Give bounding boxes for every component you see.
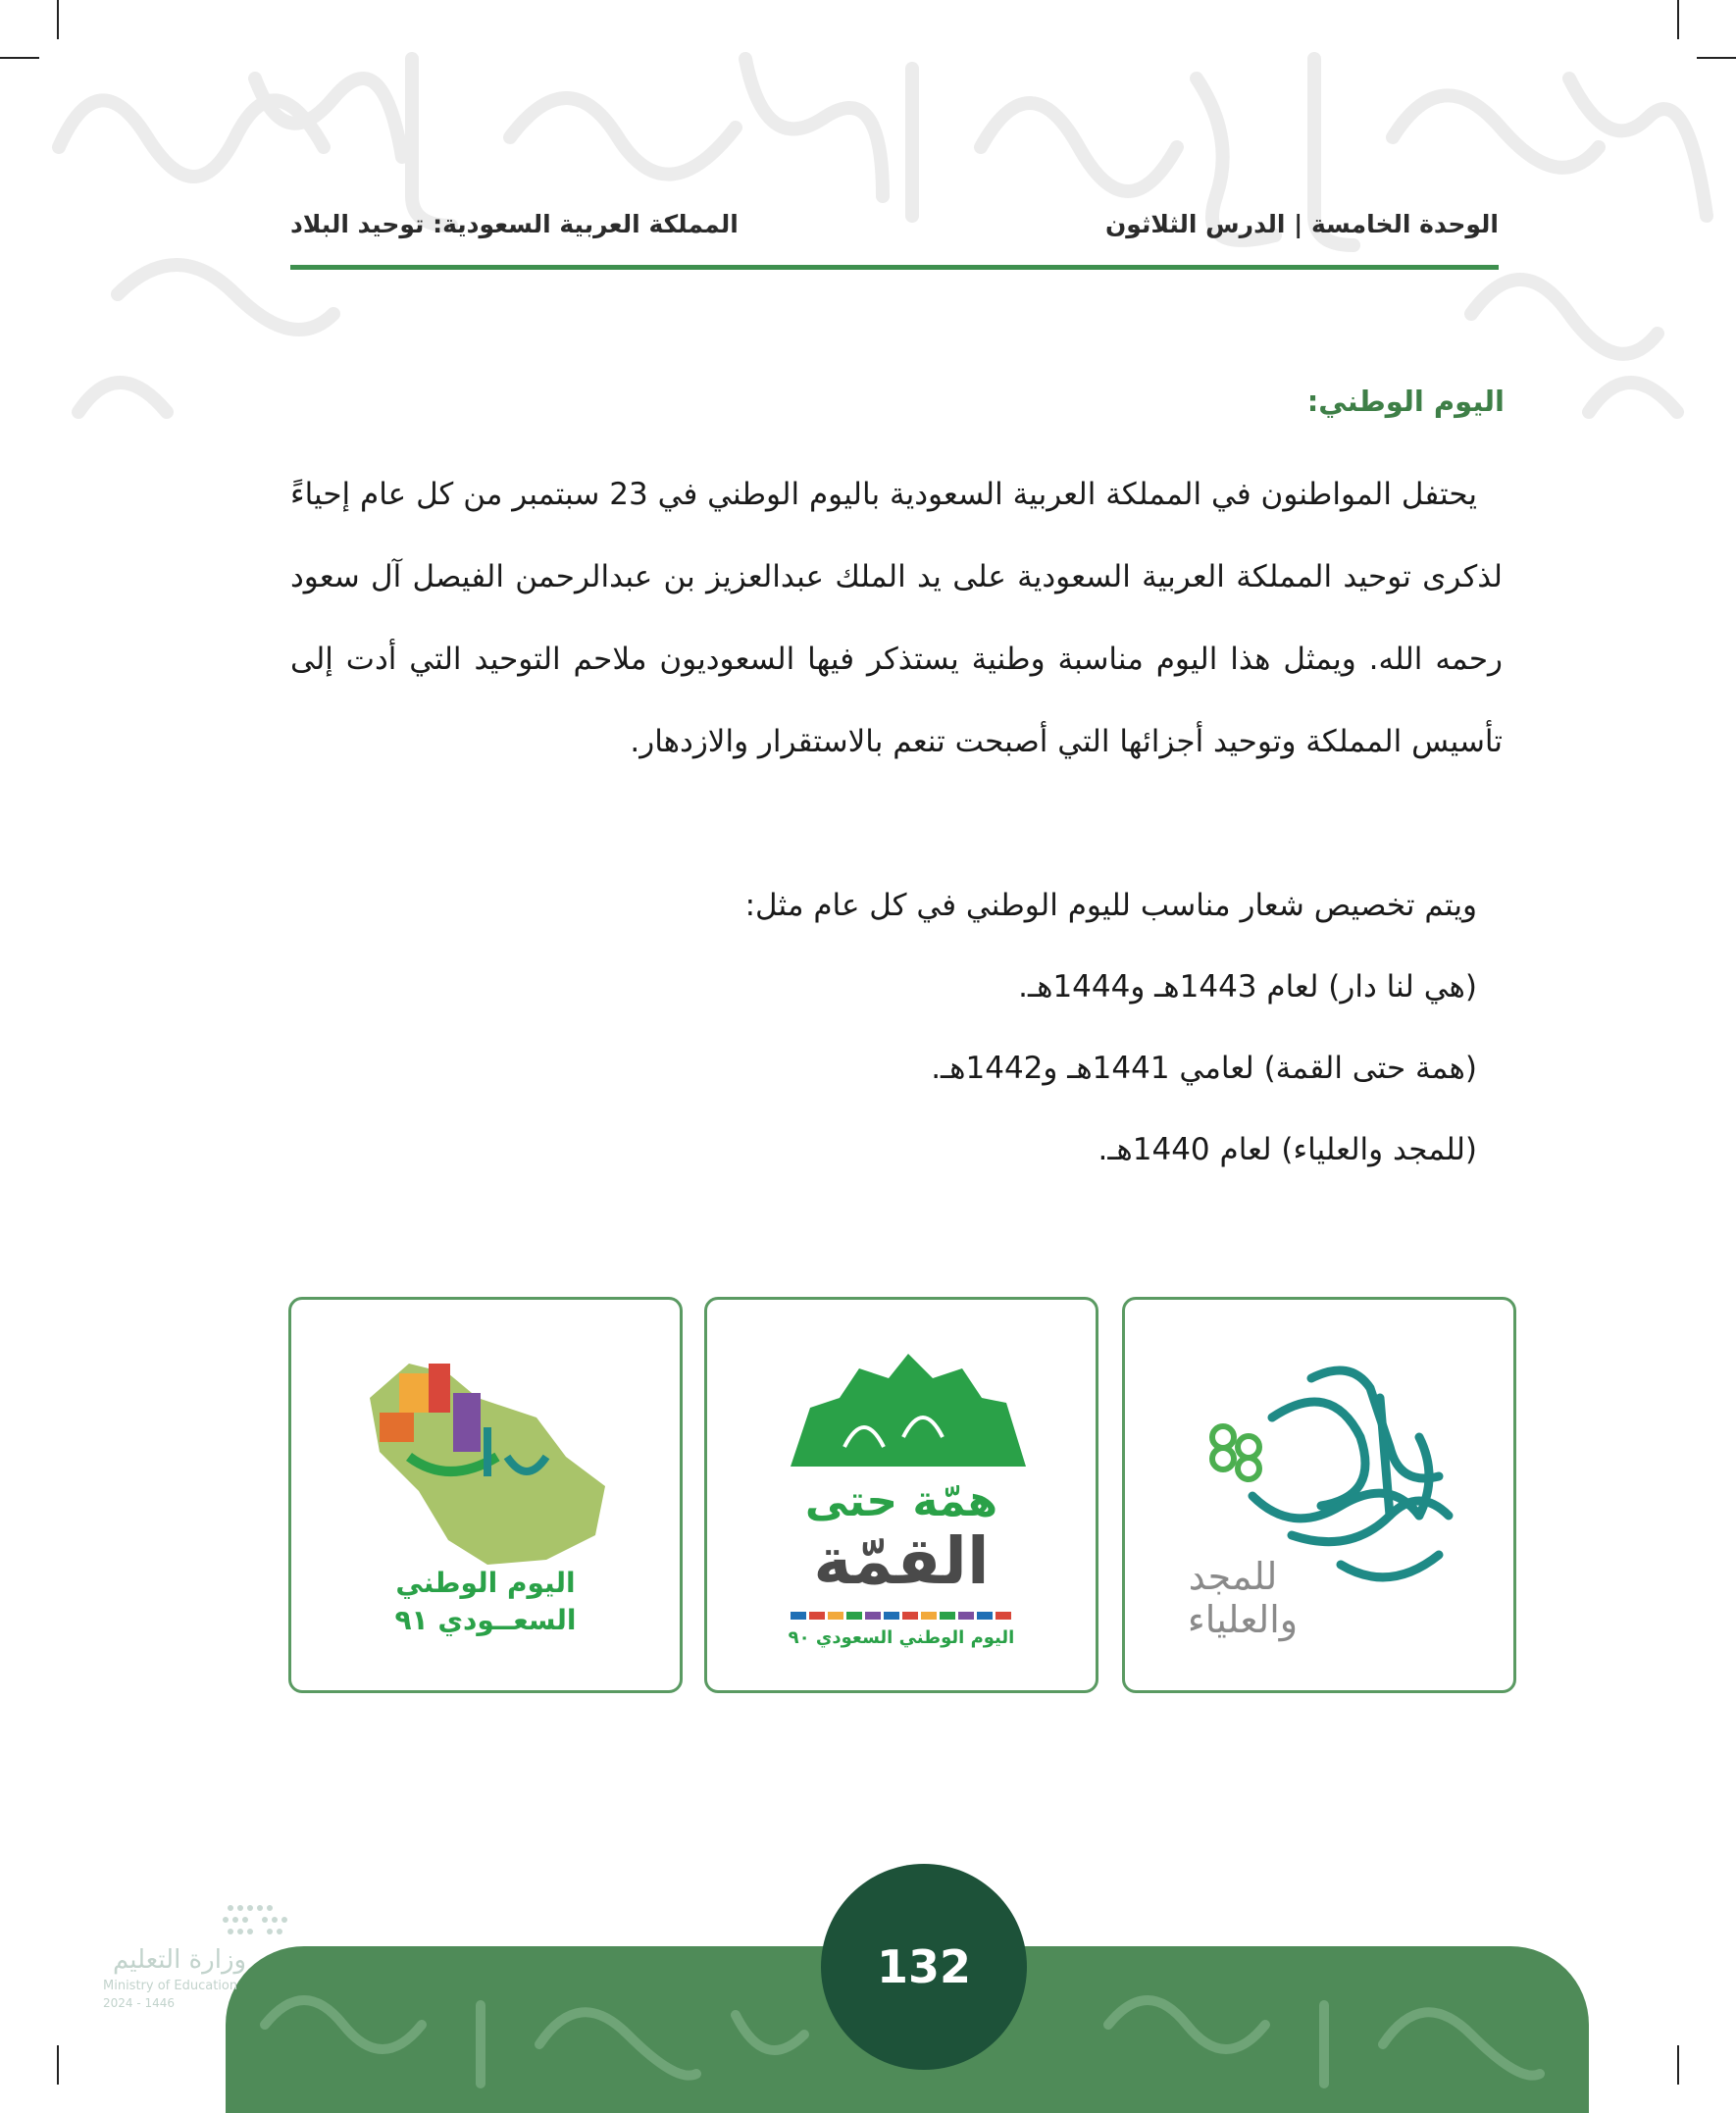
paragraph-text: يحتفل المواطنون في المملكة العربية السعودية باليوم الوطني في 23 سبتمبر من كل عام إحياءً لذكرى توحيد المملكة العربية السعودية على يد الملك عبدالعزيز بن عبدالرحمن الفيصل آل سعود رحمه الله. ويمثل هذا اليوم مناسبة وطنية يستذكر فيها السعوديون ملاحم التوحيد التي أدت إلى تأسيس المملكة وتوحيد أجزائها التي أصبحت تنعم بالاستقرار والازدهار. xyxy=(290,477,1503,759)
logo-card-88 xyxy=(1122,1297,1516,1693)
ministry-year: 2024 - 1446 xyxy=(103,1996,176,2010)
header-divider xyxy=(290,265,1499,270)
list-item: (همة حتى القمة) لعامي 1441هـ و1442هـ. xyxy=(931,1051,1477,1086)
logo-90-line1: همّة حتى xyxy=(804,1476,998,1526)
crop-mark xyxy=(0,57,39,59)
logo-88-line1: للمجد xyxy=(1188,1555,1278,1598)
logo-91-line1: اليوم الوطني xyxy=(395,1567,576,1599)
logo-88-line2: والعلياء xyxy=(1187,1598,1299,1641)
logo-card-90 xyxy=(704,1297,1098,1693)
ministry-logo xyxy=(54,1888,338,2075)
logo-90-caption: اليوم الوطني السعودي ٩٠ xyxy=(788,1627,1015,1648)
section-heading: اليوم الوطني: xyxy=(1306,385,1505,418)
page-header xyxy=(290,206,1499,245)
body-paragraph xyxy=(290,453,1503,783)
list-item: (هي لنا دار) لعام 1443هـ و1444هـ. xyxy=(1018,969,1477,1005)
list-intro: ويتم تخصيص شعار مناسب لليوم الوطني في كل عام مثل: xyxy=(744,888,1477,923)
crop-mark xyxy=(1697,57,1736,59)
crop-mark xyxy=(1677,2045,1679,2085)
logo-90-line2: القمّة xyxy=(813,1523,990,1599)
ministry-name-en: Ministry of Education xyxy=(103,1979,238,1993)
page-number: 132 xyxy=(821,1864,1027,2070)
crop-mark xyxy=(57,0,59,39)
logo-card-91 xyxy=(288,1297,683,1693)
crop-mark xyxy=(1677,0,1679,39)
logo-91-line2: السعــودي ٩١ xyxy=(394,1604,577,1636)
ministry-name-ar: وزارة التعليم xyxy=(113,1945,247,1975)
topic-title: المملكة العربية السعودية: توحيد البلاد xyxy=(290,210,739,238)
list-item: (للمجد والعلياء) لعام 1440هـ. xyxy=(1098,1132,1477,1167)
unit-lesson-title: الوحدة الخامسة | الدرس الثلاثون xyxy=(1104,210,1499,238)
slogan-list xyxy=(745,865,1477,1191)
